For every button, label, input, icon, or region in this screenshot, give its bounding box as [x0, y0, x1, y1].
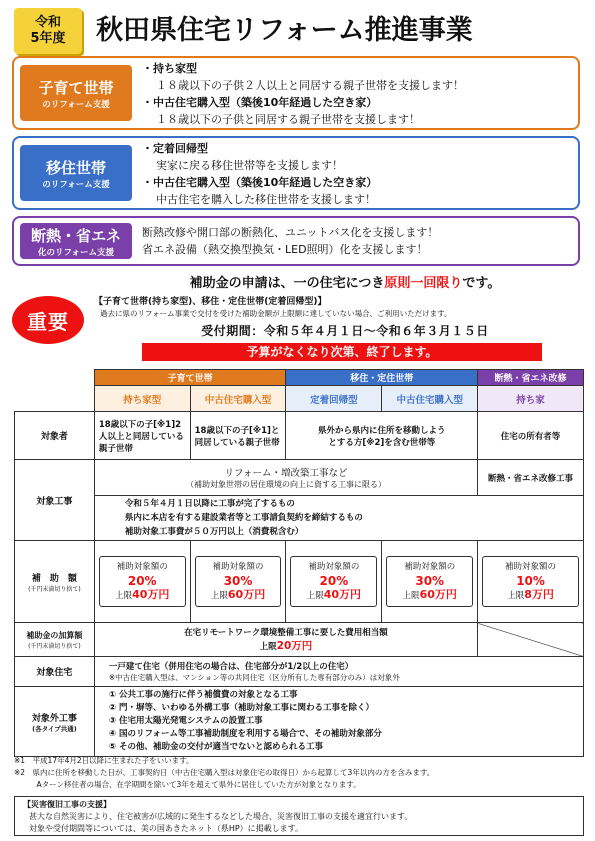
amount-pct: 20% [319, 574, 349, 588]
work-conditions [94, 496, 583, 541]
work-condition: 県内に本店を有する建設業者等と工事請負契約を締結するもの [124, 513, 363, 523]
cap-prefix: 上限 [507, 591, 525, 601]
category-description [142, 60, 464, 128]
budget-banner: 予算がなくなり次第、終了します。 [142, 343, 542, 361]
category-insulation [12, 216, 580, 266]
table-row [15, 412, 584, 460]
table-cell: 断熱・省エネ改修工事 [478, 460, 584, 496]
table-cell: 18歳以下の子[※1]2人以上と同居している親子世帯 [94, 412, 190, 460]
notice-detail: 過去に県のリフォーム事業で交付を受けた補助金額が上限額に達していない場合、ご利用いただけます。 [100, 309, 452, 318]
amount-cap [102, 588, 183, 603]
table-group-header-row [15, 370, 584, 386]
excl-label: 対象外工事 [31, 713, 77, 724]
category-line: ・中古住宅購入型（築後10年経過した空き家） [142, 96, 378, 109]
table-cell [478, 541, 584, 623]
amount-pct: 30% [415, 574, 445, 588]
work-condition: 令和５年４月１日以降に工事が完了するもの [124, 499, 295, 509]
cap-value: 40万円 [132, 588, 170, 601]
category-sub: のリフォーム支援 [42, 99, 110, 110]
category-name: 断熱・省エネ [30, 226, 121, 245]
category-migration-label [20, 145, 132, 201]
category-line: １８歳以下の子供２人以上と同居する親子世帯を支援します！ [156, 79, 464, 92]
footnote: ※1 平成17年4月2日以降に生まれた子をいいます。 [14, 756, 194, 765]
category-line: 実家に戻る移住世帯等を支援します！ [156, 159, 343, 172]
category-migration [12, 136, 580, 210]
footnote: Aターン移住者の場合、在学期間を除いて3年を超えて県外に居住していた方が対象となります。 [14, 780, 361, 789]
notice-text: です。 [462, 276, 501, 291]
amount-desc: 補助対象額の [505, 562, 557, 572]
empty-cell [15, 370, 95, 386]
amount-box [290, 556, 377, 607]
row-label: 対象工事 [15, 460, 95, 541]
category-sub: 化のリフォーム支援 [37, 247, 115, 258]
cap-prefix: 上限 [306, 591, 324, 601]
amount-sub: (千円未満切り捨て) [28, 585, 81, 593]
application-period: 受付期間：令和５年４月１日～令和６年３月１５日 [201, 324, 489, 338]
table-cell: 県外から県内に住所を移動しようとする方[※2]を含む世帯等 [286, 412, 478, 460]
amount-desc: 補助対象額の [308, 562, 360, 572]
amount-cap [389, 588, 470, 603]
work-main-sub: （補助対象世帯の居住環境の向上に資する工事に限る） [185, 480, 386, 489]
amount-box [195, 556, 282, 607]
cap-value: 20万円 [276, 640, 313, 652]
type-header: 中古住宅購入型 [382, 386, 478, 412]
notice-highlight: 原則一回限り [384, 276, 463, 291]
amount-box [386, 556, 473, 607]
amount-desc: 補助対象額の [404, 562, 456, 572]
subsidy-table [14, 369, 584, 757]
excl-sub: (各タイプ共通) [32, 724, 77, 733]
amount-box [482, 556, 579, 607]
row-label [15, 623, 95, 657]
category-line: ・定着回帰型 [142, 142, 208, 155]
type-header: 持ち家 [478, 386, 584, 412]
footnotes [14, 755, 434, 791]
category-description [142, 224, 438, 258]
table-row [15, 687, 584, 757]
cap-prefix: 上限 [402, 591, 420, 601]
type-header: 持ち家型 [94, 386, 190, 412]
cap-prefix: 上限 [210, 591, 228, 601]
disaster-line: 甚大な自然災害により、住宅被害が広域的に発生するなどした場合、災害復旧工事の支援を適宜行います。 [29, 812, 413, 821]
footnote: ※2 県内に住所を移動した日が、工事契約日（中古住宅購入型は対象住宅の取得日）から起算して3年以内の方を含みます。 [14, 768, 435, 777]
category-line: 省エネ設備（熱交換型換気・LED照明）化を支援します！ [142, 243, 428, 256]
row-label [15, 541, 95, 623]
amount-box [99, 556, 186, 607]
disaster-title: 【災害復旧工事の支援】 [23, 800, 111, 809]
addon-label: 補助金の加算額 [26, 630, 83, 640]
row-label [15, 687, 95, 757]
group-header: 断熱・省エネ改修 [478, 370, 584, 386]
category-sub: のリフォーム支援 [42, 179, 110, 190]
na-cell [478, 623, 584, 657]
category-insulation-label [20, 223, 132, 259]
disaster-support-box [14, 796, 584, 836]
row-label: 対象住宅 [15, 657, 95, 687]
excl-item: ③ 住宅用太陽光発電システムの設置工事 [108, 716, 263, 726]
fiscal-year-badge [14, 8, 82, 54]
disaster-line: 対象や受付期間等については、美の国あきたネット（県HP）に掲載します。 [29, 824, 304, 833]
amount-pct: 30% [223, 574, 253, 588]
table-cell [94, 623, 477, 657]
category-name: 移住世帯 [45, 158, 106, 177]
badge-line2: 5年度 [30, 31, 66, 46]
notice-text: 補助金の申請は、一の住宅につき [189, 276, 385, 291]
table-cell [94, 541, 190, 623]
cap-value: 60万円 [419, 588, 457, 601]
row-label: 対象者 [15, 412, 95, 460]
addon-sub: (千円未満切り捨て) [28, 642, 81, 650]
amount-cap [485, 588, 576, 603]
group-header: 移住・定住世帯 [286, 370, 478, 386]
table-cell: 18歳以下の子[※1]と同居している親子世帯 [190, 412, 286, 460]
category-line: 断熱改修や開口部の断熱化、ユニットバス化を支援します！ [142, 226, 439, 239]
amount-cap [198, 588, 279, 603]
group-header: 子育て世帯 [94, 370, 286, 386]
category-line: ・持ち家型 [142, 62, 197, 75]
important-stamp: 重要 [12, 296, 84, 344]
category-line: ・中古住宅購入型（築後10年経過した空き家） [142, 176, 378, 189]
badge-line1: 令和 [34, 15, 61, 30]
amount-desc: 補助対象額の [116, 562, 168, 572]
excl-item: ② 門・塀等、いわゆる外構工事（補助対象工事に関わる工事を除く） [108, 703, 374, 713]
cap-value: 40万円 [323, 588, 362, 601]
table-cell [94, 657, 583, 687]
table-type-header-row [15, 386, 584, 412]
house-line: ※中古住宅購入型は、マンション等の共同住宅（区分所有した専有部分のみ）は対象外 [108, 673, 400, 682]
table-cell: 住宅の所有者等 [478, 412, 584, 460]
excl-item: ⑤ その他、補助金の交付が適当でないと認められる工事 [108, 742, 323, 752]
category-line: 中古住宅を購入した移住世帯を支援します！ [156, 193, 376, 206]
category-childrearing-label [20, 65, 132, 121]
notice-headline [110, 272, 580, 291]
notice-subhead: 【子育て世帯(持ち家型)、移住・定住世帯(定着回帰型)】 [94, 297, 327, 307]
table-cell [286, 541, 382, 623]
empty-cell [15, 386, 95, 412]
amount-desc: 補助対象額の [212, 562, 264, 572]
table-row [15, 541, 584, 623]
category-line: １８歳以下の子供と同居する親子世帯を支援します！ [156, 113, 420, 126]
table-cell [382, 541, 478, 623]
work-main: リフォーム・増改築工事など [224, 468, 348, 479]
amount-cap [293, 588, 374, 603]
excl-item: ④ 国のリフォーム等工事補助制度を利用する場合で、その補助対象部分 [108, 729, 382, 739]
table-row [15, 623, 584, 657]
addon-text: 在宅リモートワーク環境整備工事に要した費用相当額 [184, 628, 388, 638]
excl-item: ① 公共工事の施行に伴う補償費の対象となる工事 [108, 690, 298, 700]
exclusions [94, 687, 583, 757]
type-header: 中古住宅購入型 [190, 386, 286, 412]
amount-label: 補 助 額 [31, 573, 77, 584]
table-row [15, 496, 584, 541]
category-name: 子育て世帯 [38, 78, 114, 97]
page-title: 秋田県住宅リフォーム推進事業 [96, 15, 473, 46]
house-line: 一戸建て住宅（併用住宅の場合は、住宅部分が1/2以上の住宅） [108, 662, 354, 672]
table-row [15, 657, 584, 687]
work-condition: 補助対象工事費が５０万円以上（消費税含む） [124, 527, 304, 537]
category-description [142, 140, 377, 208]
cap-value: 60万円 [227, 588, 266, 601]
type-header: 定着回帰型 [286, 386, 382, 412]
addon-cap [96, 638, 476, 653]
table-cell [94, 460, 477, 496]
cap-prefix: 上限 [115, 591, 133, 601]
category-childrearing [12, 56, 580, 130]
cap-value: 8万円 [524, 588, 554, 601]
amount-pct: 10% [516, 574, 545, 588]
table-row [15, 460, 584, 496]
amount-pct: 20% [127, 574, 157, 588]
table-cell [190, 541, 286, 623]
cap-prefix: 上限 [259, 642, 277, 652]
